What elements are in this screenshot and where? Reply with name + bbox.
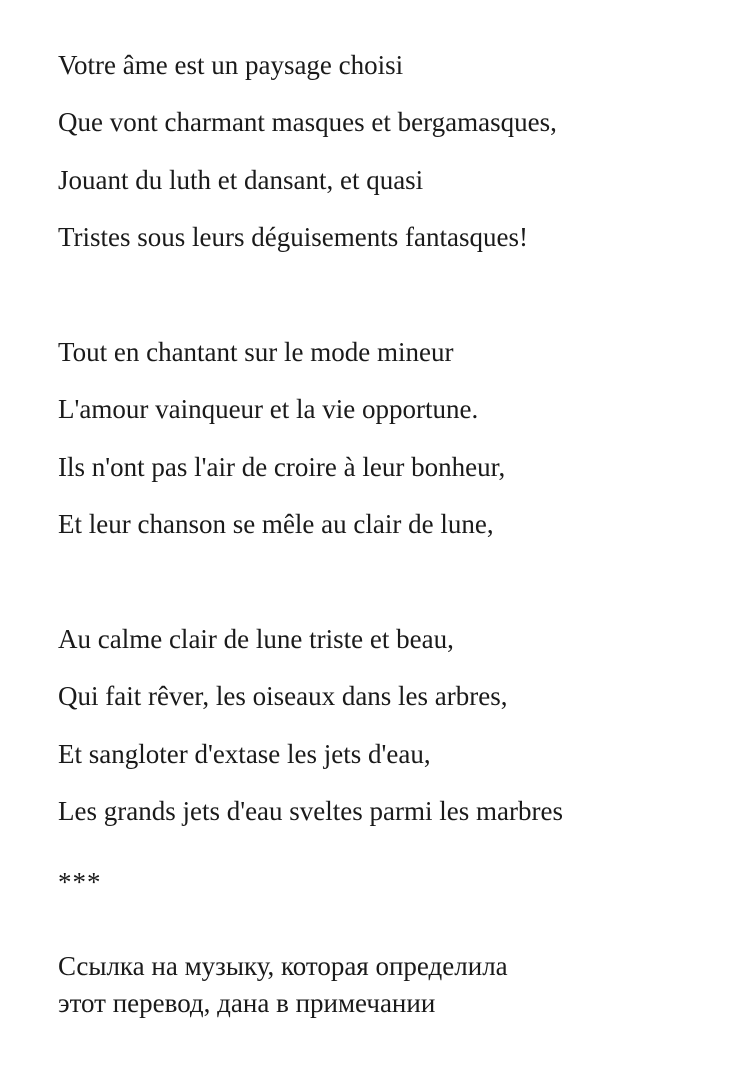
stanza-3 <box>58 611 728 841</box>
section-separator: *** <box>58 867 102 897</box>
poem-line: L'amour vainqueur et la vie opportune. <box>58 394 479 425</box>
stanza-1 <box>58 37 728 267</box>
poem-line: Et leur chanson se mêle au clair de lune, <box>58 509 494 540</box>
translation-note <box>58 948 508 1022</box>
poem-line: Tout en chantant sur le mode mineur <box>58 337 454 367</box>
poem-line: Jouant du luth et dansant, et quasi <box>58 164 424 195</box>
poem-line: Votre âme est un paysage choisi <box>58 50 404 80</box>
note-line: Ссылка на музыку, которая определила <box>58 951 508 981</box>
poem-line: Au calme clair de lune triste et beau, <box>58 624 454 654</box>
stanza-2 <box>58 324 728 554</box>
poem-line: Qui fait rêver, les oiseaux dans les arbres, <box>58 681 508 712</box>
poem-line: Que vont charmant masques et bergamasques, <box>58 107 557 138</box>
poem-line: Ils n'ont pas l'air de croire à leur bonheur, <box>58 451 506 482</box>
poem-line: Et sangloter d'extase les jets d'eau, <box>58 738 431 769</box>
note-line: этот перевод, дана в примечании <box>58 988 436 1018</box>
poem-line: Les grands jets d'eau sveltes parmi les marbres <box>58 796 563 827</box>
poem-line: Tristes sous leurs déguisements fantasques! <box>58 222 528 253</box>
